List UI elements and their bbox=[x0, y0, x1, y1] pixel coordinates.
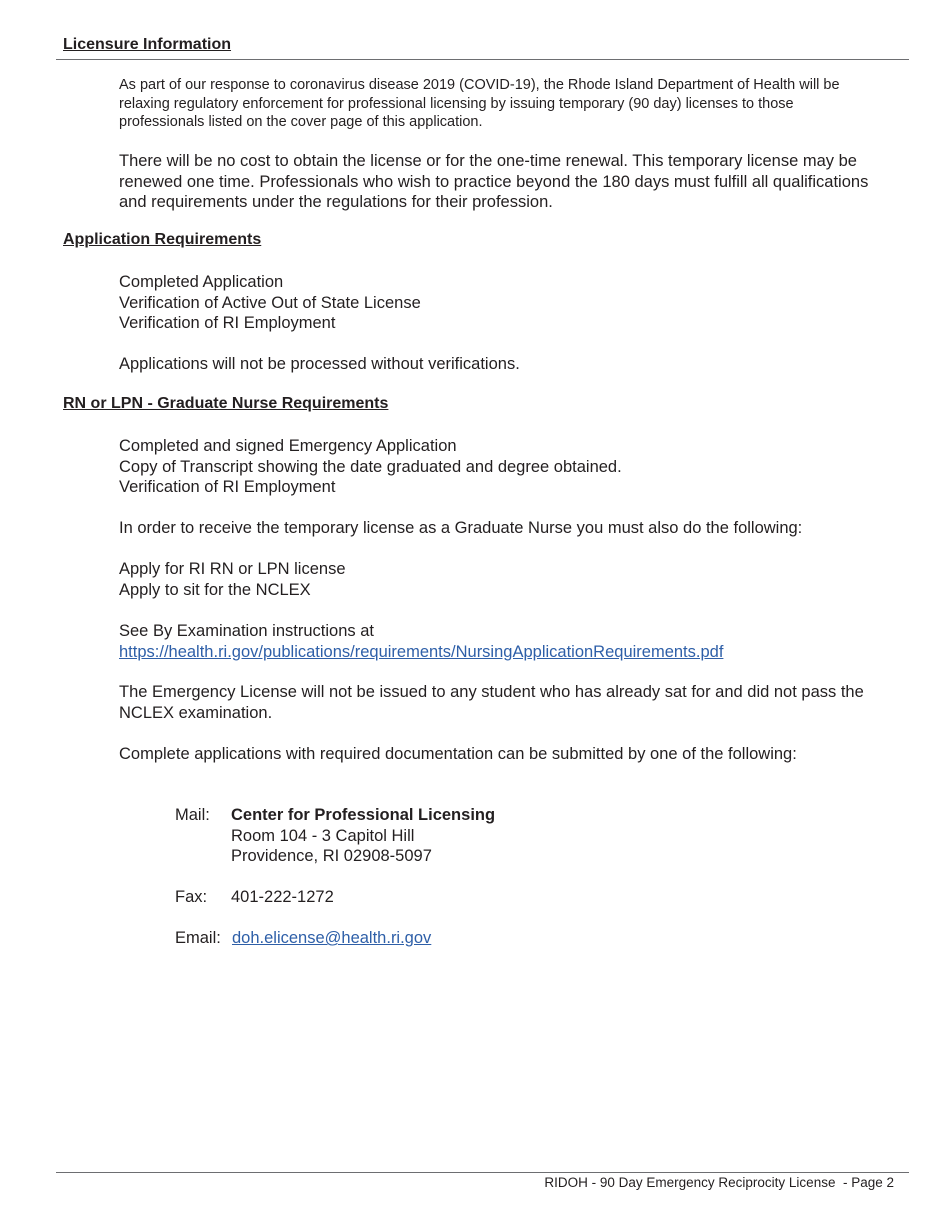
intro-line: As part of our response to coronavirus disease 2019 (COVID-19), the Rhode Island Department of Health will be bbox=[119, 77, 840, 93]
mail-address-line: Providence, RI 02908-5097 bbox=[231, 847, 432, 865]
application-heading: Application Requirements bbox=[63, 231, 262, 248]
requirements-link[interactable]: https://health.ri.gov/publications/requirements/NursingApplicationRequirements.pdf bbox=[119, 642, 724, 661]
list-item: Verification of Active Out of State License bbox=[119, 293, 421, 312]
email-label: Email: bbox=[175, 929, 221, 947]
graduate-heading: RN or LPN - Graduate Nurse Requirements bbox=[63, 395, 389, 412]
licensure-cost bbox=[119, 151, 899, 213]
fax-label: Fax: bbox=[175, 888, 208, 906]
list-item: Apply for RI RN or LPN license bbox=[119, 560, 346, 578]
intro-line: relaxing regulatory enforcement for professional licensing by issuing temporary (90 day) licenses to those bbox=[119, 95, 794, 112]
page-footer: RIDOH - 90 Day Emergency Reciprocity License - Page 2 bbox=[544, 1175, 894, 1190]
heading-rule bbox=[56, 59, 909, 60]
warning-line: NCLEX examination. bbox=[119, 703, 273, 722]
list-item: Copy of Transcript showing the date graduated and degree obtained. bbox=[119, 457, 622, 476]
list-item: Apply to sit for the NCLEX bbox=[119, 580, 311, 599]
application-note: Applications will not be processed without verifications. bbox=[119, 355, 520, 373]
fax-number: 401-222-1272 bbox=[231, 888, 334, 906]
list-item: Verification of RI Employment bbox=[119, 478, 336, 496]
graduate-list bbox=[119, 436, 899, 498]
licensure-intro bbox=[119, 76, 899, 132]
mail-address-line: Room 104 - 3 Capitol Hill bbox=[231, 827, 415, 845]
cost-line: and requirements under the regulations for their profession. bbox=[119, 193, 553, 211]
application-list bbox=[119, 272, 899, 334]
graduate-also-text: In order to receive the temporary license as a Graduate Nurse you must also do the following: bbox=[119, 519, 803, 537]
licensure-heading: Licensure Information bbox=[63, 36, 232, 53]
intro-line: professionals listed on the cover page of this application. bbox=[119, 114, 483, 130]
nclex-warning bbox=[119, 682, 899, 723]
submit-text: Complete applications with required documentation can be submitted by one of the following: bbox=[119, 745, 797, 763]
cost-line: There will be no cost to obtain the license or for the one-time renewal. This temporary license may be bbox=[119, 152, 857, 170]
cost-line: renewed one time. Professionals who wish to practice beyond the 180 days must fulfill all qualifications bbox=[119, 172, 869, 191]
exam-instructions bbox=[119, 621, 899, 662]
list-item: Verification of RI Employment bbox=[119, 314, 336, 332]
list-item: Completed and signed Emergency Application bbox=[119, 437, 457, 455]
footer-rule bbox=[56, 1172, 909, 1173]
mail-label: Mail: bbox=[175, 806, 210, 824]
see-text: See By Examination instructions at bbox=[119, 622, 374, 640]
graduate-also-list bbox=[119, 559, 899, 600]
warning-line: The Emergency License will not be issued to any student who has already sat for and did not pass the bbox=[119, 683, 864, 701]
email-link[interactable]: doh.elicense@health.ri.gov bbox=[232, 929, 432, 947]
mail-name: Center for Professional Licensing bbox=[231, 806, 496, 824]
list-item: Completed Application bbox=[119, 273, 284, 291]
